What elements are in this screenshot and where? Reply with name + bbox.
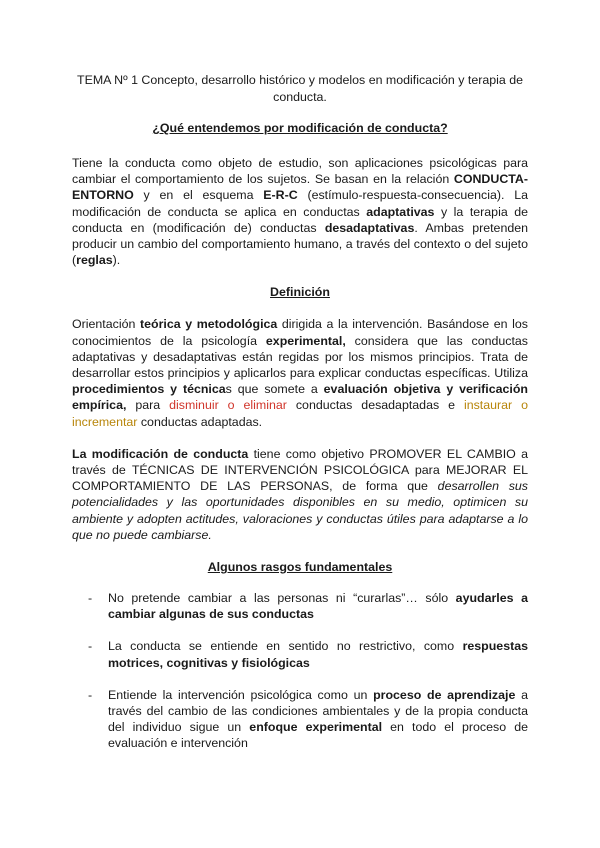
section-heading-modificacion: ¿Qué entendemos por modificación de conducta? — [152, 121, 448, 135]
highlight-disminuir: disminuir o eliminar — [169, 398, 287, 413]
paragraph-definicion-2: La modificación de conducta tiene como objetivo PROMOVER EL CAMBIO a través de TÉCNICAS DE INTERVENCIÓN PSICOLÓGICA para MEJORAR EL COMPORTAMIENTO DE LAS PERSONAS, de forma que desarrollen sus potencialidades y las oportunidades disponibles en su medio, optimicen su ambiente y adopten actitudes, valoraciones y conductas útiles para adaptarse a lo que no puede cambiarse. — [72, 446, 528, 542]
section-heading-rasgos: Algunos rasgos fundamentales — [207, 560, 393, 575]
paragraph-definicion-1: Orientación teórica y metodológica dirigida a la intervención. Basándose en los conocimientos de la psicología experimental, considera que las conductas adaptativas y desadaptativas están regidas por los mismos principios. Trata de desarrollar estos principios y aplicarlos para explicar conductas específicas. Utiliza procedimientos y técnicas que somete a evaluación objetiva y verificación empírica, para disminuir o eliminar conductas desadaptadas e instaurar o incrementar conductas adaptadas. — [72, 317, 529, 429]
dash-bullet: - — [88, 591, 93, 606]
list-item: - Entiende la intervención psicológica como un proceso de aprendizaje a través del cambio de las condiciones ambientales y de la propia conducta del individuo sigue un enfoque experimental en todo el proceso de evaluación e intervención — [88, 687, 529, 751]
section-heading-definicion: Definición — [270, 285, 330, 300]
highlight-instaurar: instaurar o incrementar — [72, 398, 529, 429]
paragraph-modificacion: Tiene la conducta como objeto de estudio, son aplicaciones psicológicas para cambiar el comportamiento de los sujetos. Se basan en la relación CONDUCTA-ENTORNO y en el esquema E-R-C (estímulo-respuesta-consecuencia). La modificación de conducta se aplica en conductas adaptativas y la terapia de conducta en (modificación de) conductas desadaptativas. Ambas pretenden producir un cambio del comportamiento humano, a través del contexto o del sujeto (reglas). — [72, 156, 529, 268]
list-item: - La conducta se entiende en sentido no restrictivo, como respuestas motrices, cognitivas y fisiológicas — [88, 639, 528, 670]
rasgos-list — [72, 590, 528, 752]
document-page — [72, 72, 528, 752]
dash-bullet: - — [88, 639, 93, 654]
dash-bullet: - — [88, 687, 93, 702]
list-item: - No pretende cambiar a las personas ni “curarlas”… sólo ayudarles a cambiar algunas de sus conductas — [88, 591, 528, 622]
document-title: TEMA Nº 1 Concepto, desarrollo histórico y modelos en modificación y terapia de conducta. — [77, 73, 523, 104]
